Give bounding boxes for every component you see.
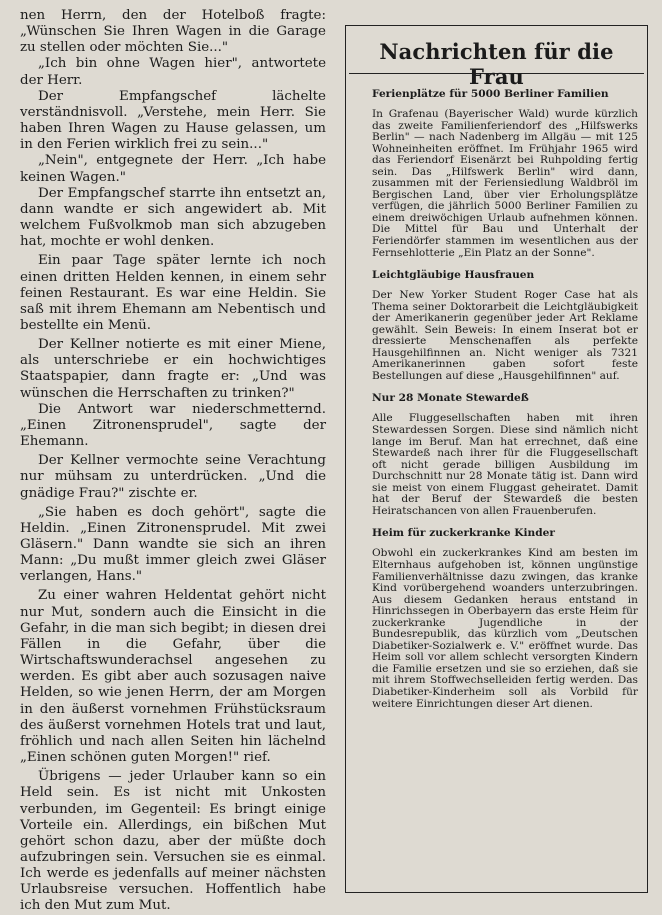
story-paragraph: Die Antwort war niederschmetternd. „Einen Zitronensprudel", sagte der Ehemann. <box>20 401 326 450</box>
news-article <box>372 527 638 710</box>
sidebar-articles <box>346 74 647 710</box>
article-headline: Nur 28 Monate Stewardeß <box>372 392 529 405</box>
article-body: Der New Yorker Student Roger Case hat als Thema seiner Doktorarbeit die Leichtgläubigkeit der Amerikanerin gegenüber jeder Art Reklame gewählt. Sein Beweis: In einem Inserat bot er dressierte Menschenaffen als perfekte Hausgehilfinnen an. Nicht weniger als 7321 Amerikanerinnen gaben sofort feste Bestellungen auf diese „Hausgehilfinnen" auf. <box>372 289 638 382</box>
story-paragraph: Zu einer wahren Heldentat gehört nicht nur Mut, sondern auch die Einsicht in die Gefahr, in die man sich begibt; in diesen drei Fällen in die Gefahr, über die Wirtschaftswunderachsel angesehen zu werden. Es gibt aber auch sozusagen naive Helden, so wie jenen Herrn, der am Morgen in den äußerst vornehmen Frühstücksraum des äußerst vornehmen Hotels trat und laut, fröhlich und nach allen Seiten hin lächelnd „Einen schönen guten Morgen!" rief. <box>20 588 326 766</box>
article-headline: Leichtgläubige Hausfrauen <box>372 269 535 282</box>
story-paragraph: Der Empfangschef lächelte verständnisvoll. „Verstehe, mein Herr. Sie haben Ihren Wagen zu Hause gelassen, um in den Ferien wirklich frei zu sein..." <box>20 88 326 153</box>
article-headline: Heim für zuckerkranke Kinder <box>372 527 555 540</box>
story-paragraph: Der Kellner vermochte seine Verachtung nur mühsam zu unterdrücken. „Und die gnädige Frau?" zischte er. <box>20 453 326 501</box>
news-article <box>372 269 638 382</box>
article-headline: Ferienplätze für 5000 Berliner Familien <box>372 88 609 100</box>
story-column <box>20 8 326 915</box>
article-body: Obwohl ein zuckerkrankes Kind am besten im Elternhaus aufgehoben ist, können ungünstige Familienverhältnisse dazu zwingen, das kranke Kind vorübergehend woanders unterzubringen. Aus diesem Gedanken heraus entstand in Hinrichssegen in Oberbayern das erste Heim für zuckerkranke Jugendliche in der Bundesrepublik, das kürzlich vom „Deutschen Diabetiker-Sozialwerk e. V." eröffnet wurde. Das Heim soll vor allem schlecht versorgten Kindern die Familie ersetzen und sie so erziehen, daß sie mit ihrem Stoffwechselleiden fertig werden. Das Diabetiker-Kinderheim soll als Vorbild für weitere Einrichtungen dieser Art dienen. <box>372 547 638 710</box>
story-paragraph: Der Empfangschef starrte ihn entsetzt an, dann wandte er sich angewidert ab. Mit welchem Fußvolkmob man sich abzugeben hat, mochte er wohl denken. <box>20 185 326 250</box>
news-sidebar-box <box>345 25 648 893</box>
story-paragraph: Übrigens — jeder Urlauber kann so ein Held sein. Es ist nicht mit Unkosten verbunden, im Gegenteil: Es bringt einige Vorteile ein. Allerdings, ein bißchen Mut gehört schon dazu, aber der müßte doch aufzubringen sein. Versuchen sie es einmal. Ich werde es jedenfalls auf meiner nächsten Urlaubsreise versuchen. Hoffentlich habe ich den Mut zum Mut. <box>20 769 326 914</box>
news-article <box>372 392 638 517</box>
sidebar-title: Nachrichten für die Frau <box>349 26 644 74</box>
article-body: In Grafenau (Bayerischer Wald) wurde kürzlich das zweite Familienferiendorf des „Hilfswerks Berlin" — nach Nadenberg im Allgäu — mit 125 Wohneinheiten eröffnet. Im Frühjahr 1965 wird das Feriendorf Eisenärzt bei Ruhpolding fertig sein. Das „Hilfswerk Berlin" wird dann, zusammen mit der Feriensiedlung Waldbröl im Bergischen Land, über vier Erholungsplätze verfügen, die jährlich 5000 Berliner Familien zu einem dreiwöchigen Urlaub aufnehmen können. Die Mittel für Bau und Unterhalt der Feriendörfer stammen im wesentlichen aus der Fernsehlotterie „Ein Platz an der Sonne". <box>372 108 638 259</box>
story-paragraph: „Sie haben es doch gehört", sagte die Heldin. „Einen Zitronensprudel. Mit zwei Gläsern." Dann wandte sie sich an ihren Mann: „Du mußt immer gleich zwei Gläser verlangen, Hans." <box>20 504 326 585</box>
story-paragraph: „Ich bin ohne Wagen hier", antwortete der Herr. <box>20 56 326 88</box>
article-body: Alle Fluggesellschaften haben mit ihren Stewardessen Sorgen. Diese sind nämlich nicht lange im Beruf. Man hat errechnet, daß eine Stewardeß nach ihrer für die Fluggesellschaft oft nicht gerade billigen Ausbildung im Durchschnitt nur 28 Monate tätig ist. Dann wird sie meist von einem Fluggast geheiratet. Damit hat der Beruf der Stewardeß die besten Heiratschancen von allen Frauenberufen. <box>372 412 638 517</box>
story-paragraph: nen Herrn, den der Hotelboß fragte: „Wünschen Sie Ihren Wagen in die Garage zu stellen oder möchten Sie..." <box>20 8 326 56</box>
story-paragraph: „Nein", entgegnete der Herr. „Ich habe keinen Wagen." <box>20 153 326 185</box>
news-article <box>372 88 638 259</box>
story-paragraph: Ein paar Tage später lernte ich noch einen dritten Helden kennen, in einem sehr feinen Restaurant. Es war eine Heldin. Sie saß mit ihrem Ehemann am Nebentisch und bestellte ein Menü. <box>20 253 326 333</box>
story-paragraph: Der Kellner notierte es mit einer Miene, als unterschriebe er ein hochwichtiges Staatspapier, dann fragte er: „Und was wünschen die Herrschaften zu trinken?" <box>20 337 326 401</box>
